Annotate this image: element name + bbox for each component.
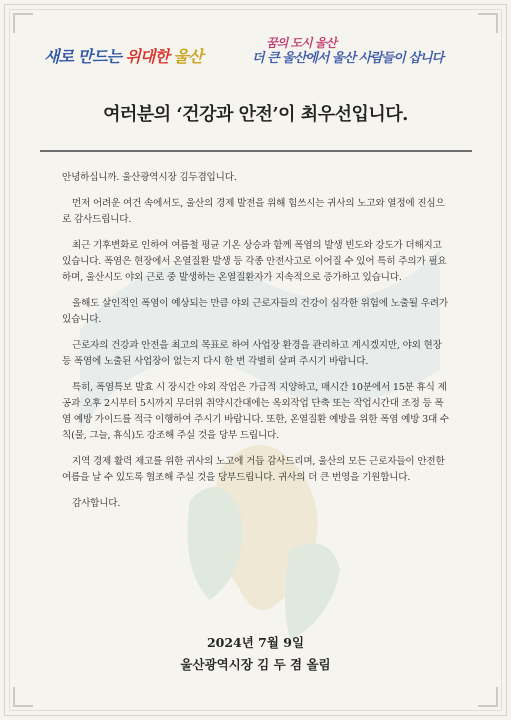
corner-ornament bbox=[13, 13, 33, 33]
paragraph: 특히, 폭염특보 발효 시 장시간 야외 작업은 가급적 지양하고, 매시간 10분에서 15분 휴식 제공과 오후 2시부터 5시까지 무더위 취약시간대에는 옥외작업 단축 또는 작업시간대 조정 등 폭염 예방 가이드를 적극 이행하여 주시기 바랍니다. 또한, 온열질환 예방을 위한 폭염 예방 3대 수칙(물, 그늘, 휴식)도 강조해 주실 것을 당부 드립니다. bbox=[62, 382, 449, 441]
paragraph: 올해도 살인적인 폭염이 예상되는 만큼 야외 근로자들의 건강이 심각한 위험에 노출될 우려가 있습니다. bbox=[62, 298, 448, 325]
letter-date: 2024년 7월 9일 bbox=[206, 635, 305, 650]
letter-title: 여러분의 ‘건강과 안전’이 최우선입니다. bbox=[103, 104, 408, 125]
city-slogan-right: 꿈의 도시 울산 더 큰 울산에서 울산 사람들이 삽니다 bbox=[252, 36, 443, 66]
signature-line: 울산광역시장 김 두 겸 올림 bbox=[180, 657, 331, 672]
letter-body bbox=[62, 170, 452, 512]
title-divider bbox=[40, 150, 472, 152]
corner-ornament bbox=[478, 13, 498, 33]
corner-ornament bbox=[478, 687, 498, 707]
paragraph: 먼저 어려운 여건 속에서도, 울산의 경제 발전을 위해 힘쓰시는 귀사의 노고와 열정에 진심으로 감사드립니다. bbox=[62, 198, 445, 225]
paragraph: 최근 기후변화로 인하여 여름철 평균 기온 상승과 함께 폭염의 발생 빈도와 강도가 더해지고 있습니다. 폭염은 현장에서 온열질환 발생 등 각종 안전사고로 이어질 수 있어 특히 주의가 필요하며, 울산시도 야외 근로 중 발생하는 온열질환자가 지속적으로 증가하고 있습니다. bbox=[62, 240, 447, 283]
greeting: 안녕하십니까. 울산광역시장 김두겸입니다. bbox=[62, 172, 237, 183]
closing: 감사합니다. bbox=[72, 498, 121, 509]
city-slogan-left: 새로 만드는 위대한 울산 bbox=[44, 47, 203, 66]
corner-ornament bbox=[13, 687, 33, 707]
paragraph: 지역 경제 활력 제고를 위한 귀사의 노고에 거듭 감사드리며, 울산의 모든 근로자들이 안전한 여름을 날 수 있도록 협조해 주실 것을 당부드립니다. 귀사의 더 큰 번영을 기원합니다. bbox=[62, 456, 445, 483]
paragraph: 근로자의 건강과 안전을 최고의 목표로 하여 사업장 환경을 관리하고 계시겠지만, 야외 현장 등 폭염에 노출된 사업장이 없는지 다시 한 번 각별히 살펴 주시기 바랍니다. bbox=[62, 340, 442, 367]
